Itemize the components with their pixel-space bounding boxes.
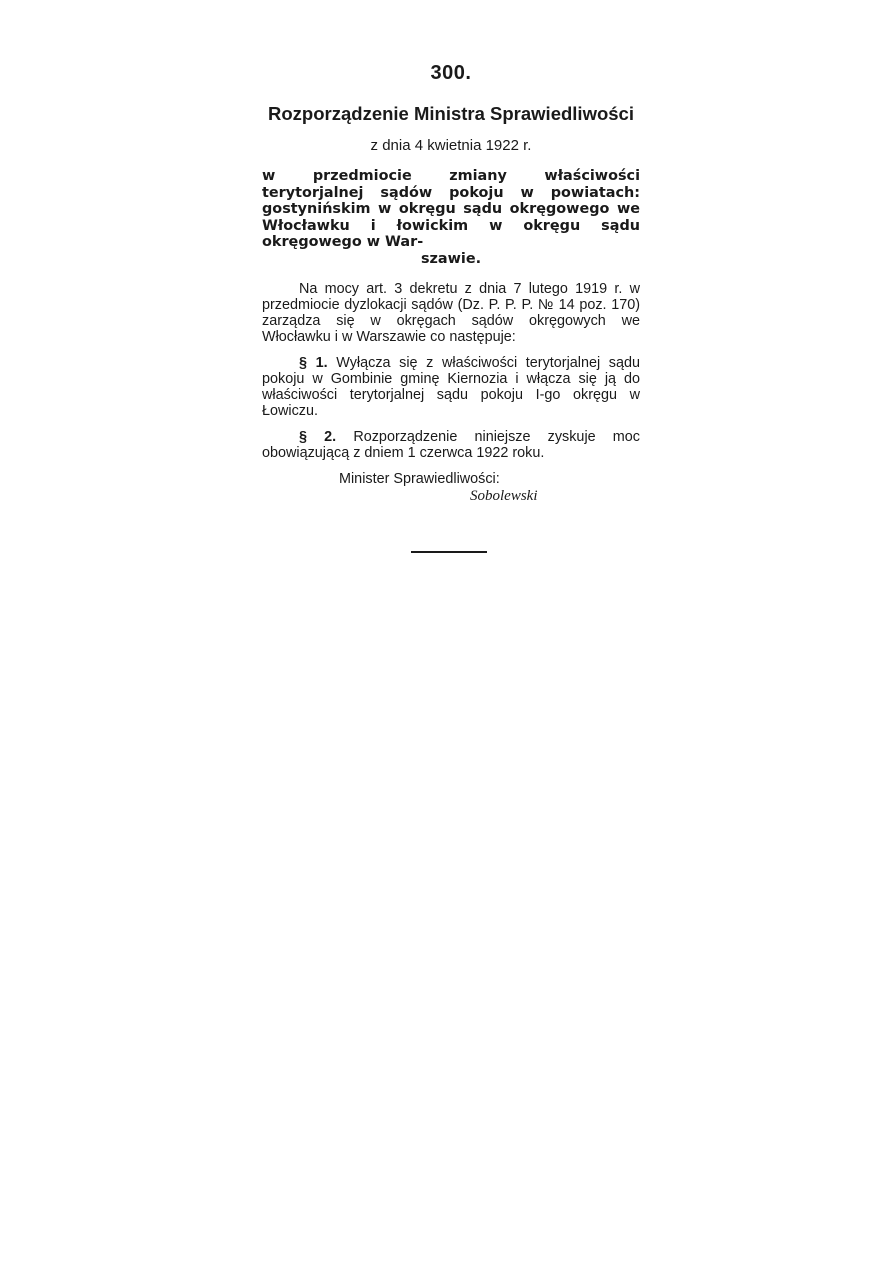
signature-title: Minister Sprawiedliwości: — [339, 471, 500, 487]
preamble-paragraph: Na mocy art. 3 dekretu z dnia 7 lutego 1919 r. w przedmiocie dyzlokacji sądów (Dz. P. P. P. № 14 poz. 170) zarządza się w okręgach sądów okręgowych we Włocławku i w Warszawie co następuje: — [262, 281, 640, 345]
section-1-paragraph — [262, 355, 640, 419]
section-2-paragraph — [262, 429, 640, 461]
document-subject — [262, 168, 640, 267]
page-number: 300. — [430, 62, 472, 84]
document-date: z dnia 4 kwietnia 1922 r. — [370, 137, 532, 154]
section-1-text: Wyłącza się z właściwości terytorjalnej sądu pokoju w Gombinie gminę Kiernozia i włącza się ją do właściwości terytorjalnej sądu pokoju I-go okręgu w Łowiczu. — [262, 355, 640, 419]
subject-main: w przedmiocie zmiany właściwości terytorjalnej sądów pokoju w powiatach: gostynińskim w okręgu sądu okręgowego we Włocławku i łowickim w okręgu sądu okręgowego w War- — [262, 168, 640, 250]
signature-name: Sobolewski — [470, 487, 538, 504]
separator-rule — [411, 551, 487, 553]
section-2-label: § 2. — [299, 429, 337, 445]
document-title: Rozporządzenie Ministra Sprawiedliwości — [268, 103, 634, 124]
section-1-label: § 1. — [299, 355, 328, 371]
document-column — [262, 62, 640, 504]
section-2-text: Rozporządzenie niniejsze zyskuje moc obowiązującą z dniem 1 czerwca 1922 roku. — [262, 429, 640, 461]
subject-end: szawie. — [420, 250, 482, 267]
signature-block — [262, 471, 640, 504]
